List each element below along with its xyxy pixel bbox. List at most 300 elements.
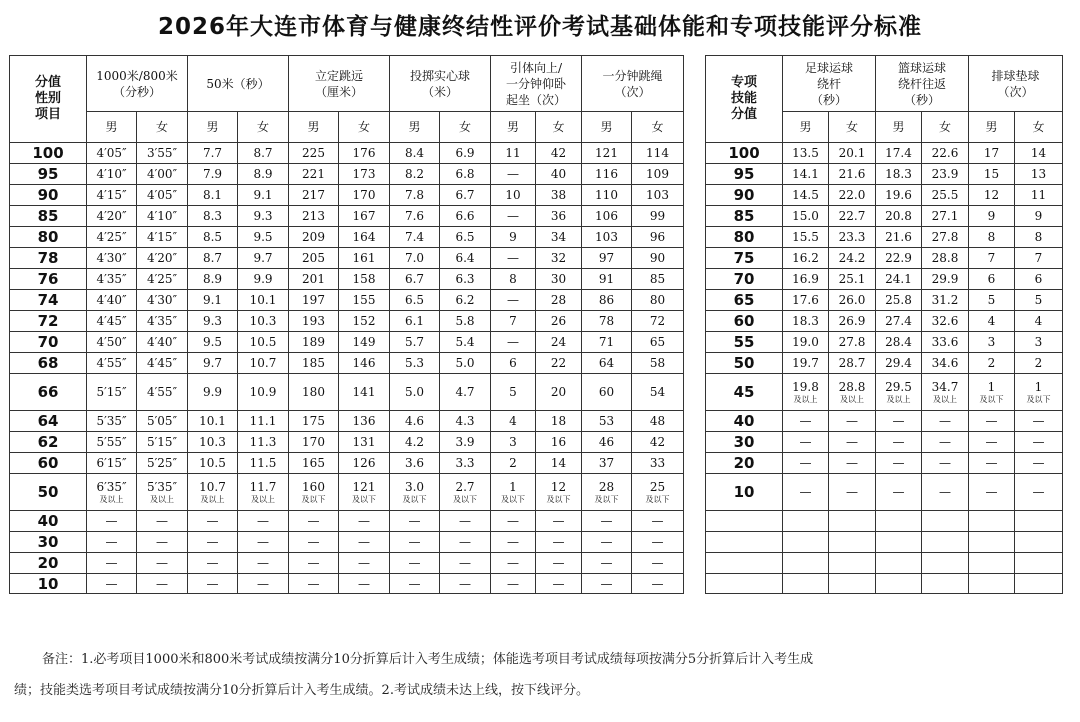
value-cell: 9.9	[238, 269, 289, 290]
threshold-note: 及以上	[840, 394, 864, 404]
value-cell: —	[137, 532, 188, 553]
value-text: 28	[598, 479, 615, 494]
value-cell: 3	[1015, 332, 1063, 353]
value-cell: 22.0	[829, 185, 876, 206]
value-cell: —	[390, 532, 440, 553]
skill-score-table	[705, 55, 1063, 594]
item-header: 篮球运球 绕杆往返 （秒）	[876, 56, 969, 112]
value-cell: 22.7	[829, 206, 876, 227]
value-text: 25	[649, 479, 666, 494]
value-cell: 30	[536, 269, 582, 290]
table-row	[10, 332, 684, 353]
value-cell: 5	[969, 290, 1015, 311]
value-cell: 225	[289, 143, 339, 164]
value-cell: 6	[969, 269, 1015, 290]
value-cell: 91	[582, 269, 632, 290]
score-cell	[706, 553, 783, 574]
table-gap	[685, 55, 705, 634]
male-header: 男	[390, 112, 440, 143]
value-cell: 21.6	[829, 164, 876, 185]
value-cell: —	[829, 453, 876, 474]
table-row	[10, 511, 684, 532]
value-cell: 65	[632, 332, 684, 353]
value-cell: 10.5	[188, 453, 238, 474]
score-cell: 50	[10, 474, 87, 511]
female-header: 女	[339, 112, 390, 143]
value-cell: —	[876, 474, 922, 511]
value-cell: 9.7	[188, 353, 238, 374]
value-cell: 27.4	[876, 311, 922, 332]
value-cell: 8.9	[238, 164, 289, 185]
value-cell: 10.3	[188, 432, 238, 453]
value-cell: —	[922, 432, 969, 453]
value-cell: 34.6	[922, 353, 969, 374]
value-cell: 16.9	[783, 269, 829, 290]
table-row	[706, 511, 1063, 532]
value-cell: —	[1015, 432, 1063, 453]
value-cell: 4′25″	[137, 269, 188, 290]
value-cell: 165	[289, 453, 339, 474]
value-cell: 15.0	[783, 206, 829, 227]
corner-label: 分值	[730, 107, 757, 122]
value-text: 11.7	[249, 479, 277, 494]
value-cell: 2	[1015, 353, 1063, 374]
value-cell: 7.0	[390, 248, 440, 269]
value-cell: 5′05″	[137, 411, 188, 432]
score-cell: 78	[10, 248, 87, 269]
item-header: 投掷实心球 （米）	[390, 56, 491, 112]
value-cell: 201	[289, 269, 339, 290]
value-cell	[829, 532, 876, 553]
value-cell: 20.1	[829, 143, 876, 164]
value-cell: 4′45″	[87, 311, 137, 332]
value-cell: —	[188, 553, 238, 574]
value-cell: 17.4	[876, 143, 922, 164]
value-cell: —	[339, 574, 390, 594]
threshold-note: 及以上	[793, 394, 818, 404]
value-cell	[582, 474, 632, 511]
value-cell: 3.6	[390, 453, 440, 474]
female-header: 女	[829, 112, 876, 143]
value-cell: 18.3	[876, 164, 922, 185]
value-cell	[440, 474, 491, 511]
value-cell: 4′00″	[137, 164, 188, 185]
value-cell: —	[87, 511, 137, 532]
value-cell: 4	[1015, 311, 1063, 332]
value-cell: 3.9	[440, 432, 491, 453]
threshold-note: 及以上	[99, 494, 124, 504]
value-cell	[289, 474, 339, 511]
value-cell: —	[289, 553, 339, 574]
score-cell	[706, 574, 783, 594]
score-cell: 70	[706, 269, 783, 290]
value-cell: 205	[289, 248, 339, 269]
score-cell: 20	[10, 553, 87, 574]
value-cell	[969, 532, 1015, 553]
value-cell: —	[632, 532, 684, 553]
value-cell: —	[922, 453, 969, 474]
value-cell: 3.3	[440, 453, 491, 474]
value-cell: —	[491, 332, 536, 353]
value-cell: 4′50″	[87, 332, 137, 353]
value-cell: 4′20″	[137, 248, 188, 269]
value-cell: 58	[632, 353, 684, 374]
value-cell: 23.3	[829, 227, 876, 248]
value-cell: 22.9	[876, 248, 922, 269]
value-cell: 6.8	[440, 164, 491, 185]
male-header: 男	[876, 112, 922, 143]
corner-label: 技能	[730, 91, 757, 106]
value-cell: 22	[536, 353, 582, 374]
value-cell: 5.4	[440, 332, 491, 353]
value-cell: 8.9	[188, 269, 238, 290]
value-cell: —	[876, 432, 922, 453]
threshold-note: 及以上	[886, 394, 911, 404]
score-cell: 85	[706, 206, 783, 227]
value-cell: 26	[536, 311, 582, 332]
value-cell: 141	[339, 374, 390, 411]
value-cell: 42	[632, 432, 684, 453]
score-cell: 95	[706, 164, 783, 185]
value-cell: —	[632, 511, 684, 532]
value-cell: 53	[582, 411, 632, 432]
value-cell: 24.1	[876, 269, 922, 290]
table-row	[10, 353, 684, 374]
value-cell: 8	[491, 269, 536, 290]
value-cell: 6.4	[440, 248, 491, 269]
value-cell: 6	[491, 353, 536, 374]
table-row	[706, 453, 1063, 474]
value-cell: —	[536, 532, 582, 553]
value-cell: —	[969, 411, 1015, 432]
table-row	[706, 143, 1063, 164]
value-cell: 4′40″	[137, 332, 188, 353]
value-cell: 72	[632, 311, 684, 332]
value-cell: 20.8	[876, 206, 922, 227]
value-cell: 27.1	[922, 206, 969, 227]
value-cell: 13.5	[783, 143, 829, 164]
value-cell: —	[536, 553, 582, 574]
value-cell: —	[632, 553, 684, 574]
value-cell: 10.3	[238, 311, 289, 332]
value-cell: 20	[536, 374, 582, 411]
value-text: 12	[550, 479, 567, 494]
value-cell: 4′15″	[87, 185, 137, 206]
value-cell: —	[969, 453, 1015, 474]
table-row	[706, 411, 1063, 432]
value-cell: —	[491, 553, 536, 574]
value-text: 10.7	[199, 479, 226, 494]
value-text: 1	[509, 479, 517, 494]
value-cell: 9.5	[188, 332, 238, 353]
value-cell: —	[783, 453, 829, 474]
corner-cell	[10, 56, 87, 143]
value-cell	[876, 374, 922, 411]
value-cell: 6.6	[440, 206, 491, 227]
value-cell: —	[536, 574, 582, 594]
value-cell	[783, 511, 829, 532]
value-cell: 32.6	[922, 311, 969, 332]
female-header: 女	[137, 112, 188, 143]
value-cell: 3	[969, 332, 1015, 353]
value-cell: 6′15″	[87, 453, 137, 474]
value-cell: 7.4	[390, 227, 440, 248]
value-cell: 189	[289, 332, 339, 353]
value-cell: 7.6	[390, 206, 440, 227]
value-cell: 4′45″	[137, 353, 188, 374]
value-cell: 5.3	[390, 353, 440, 374]
value-cell: 170	[289, 432, 339, 453]
value-cell: 103	[632, 185, 684, 206]
value-cell: —	[238, 511, 289, 532]
value-cell: —	[238, 532, 289, 553]
value-cell: 34	[536, 227, 582, 248]
value-cell: 25.8	[876, 290, 922, 311]
value-cell: —	[582, 532, 632, 553]
male-header: 男	[289, 112, 339, 143]
value-cell	[922, 574, 969, 594]
value-cell: 18.3	[783, 311, 829, 332]
value-cell: 19.6	[876, 185, 922, 206]
value-text: 6′35″	[96, 479, 127, 494]
value-cell: 60	[582, 374, 632, 411]
corner-cell	[706, 56, 783, 143]
score-cell: 90	[10, 185, 87, 206]
value-cell: 4′05″	[87, 143, 137, 164]
value-cell: 9.9	[188, 374, 238, 411]
value-cell: —	[289, 532, 339, 553]
value-cell: 4.6	[390, 411, 440, 432]
value-cell: —	[339, 511, 390, 532]
corner-label: 性别	[34, 91, 61, 106]
male-header: 男	[188, 112, 238, 143]
score-cell: 55	[706, 332, 783, 353]
value-cell: 4	[969, 311, 1015, 332]
male-header: 男	[783, 112, 829, 143]
table-row	[10, 474, 684, 511]
score-cell: 80	[706, 227, 783, 248]
value-cell: —	[491, 164, 536, 185]
score-cell: 40	[10, 511, 87, 532]
value-cell: 7.8	[390, 185, 440, 206]
header-row	[706, 56, 1063, 112]
value-cell: 14	[1015, 143, 1063, 164]
value-cell: 4.7	[440, 374, 491, 411]
value-cell: 38	[536, 185, 582, 206]
score-cell: 90	[706, 185, 783, 206]
value-cell: 11	[1015, 185, 1063, 206]
value-cell: 10.5	[238, 332, 289, 353]
value-cell: 4′30″	[137, 290, 188, 311]
value-cell: 4′15″	[137, 227, 188, 248]
value-cell: 116	[582, 164, 632, 185]
value-cell: 6.3	[440, 269, 491, 290]
female-header: 女	[632, 112, 684, 143]
value-cell: 8.5	[188, 227, 238, 248]
value-cell: 25.1	[829, 269, 876, 290]
value-cell: —	[137, 574, 188, 594]
value-cell	[922, 532, 969, 553]
score-cell: 50	[706, 353, 783, 374]
value-cell	[188, 474, 238, 511]
value-cell	[922, 553, 969, 574]
value-cell: —	[829, 474, 876, 511]
value-cell: 4′30″	[87, 248, 137, 269]
score-cell: 64	[10, 411, 87, 432]
value-cell	[829, 374, 876, 411]
value-cell: 2	[491, 453, 536, 474]
value-cell: 9	[969, 206, 1015, 227]
score-cell: 75	[706, 248, 783, 269]
score-cell: 100	[10, 143, 87, 164]
value-cell: 8	[969, 227, 1015, 248]
value-text: 121	[352, 479, 376, 494]
value-cell: —	[491, 574, 536, 594]
value-cell: 27.8	[922, 227, 969, 248]
value-cell: 17.6	[783, 290, 829, 311]
value-cell: 4′10″	[137, 206, 188, 227]
table-row	[706, 332, 1063, 353]
value-cell: 26.9	[829, 311, 876, 332]
value-cell: 5′15″	[137, 432, 188, 453]
value-cell: 121	[582, 143, 632, 164]
value-cell: 4.3	[440, 411, 491, 432]
value-cell: 10	[491, 185, 536, 206]
value-cell: —	[339, 532, 390, 553]
value-cell: 16.2	[783, 248, 829, 269]
male-header: 男	[87, 112, 137, 143]
score-cell: 72	[10, 311, 87, 332]
table-row	[706, 311, 1063, 332]
value-cell: 9	[1015, 206, 1063, 227]
score-cell: 85	[10, 206, 87, 227]
value-cell	[536, 474, 582, 511]
value-cell: —	[87, 553, 137, 574]
table-row	[706, 474, 1063, 511]
score-cell: 60	[10, 453, 87, 474]
score-cell	[706, 532, 783, 553]
table-row	[10, 453, 684, 474]
value-cell: 8.7	[238, 143, 289, 164]
note-line-1: 备注：1.必考项目1000米和800米考试成绩按满分10分折算后计入考生成绩；体能选考项目考试成绩每项按满分5分折算后计入考生成	[42, 652, 814, 667]
value-cell: —	[440, 532, 491, 553]
value-cell: 33.6	[922, 332, 969, 353]
value-cell: 4	[491, 411, 536, 432]
value-cell: —	[783, 474, 829, 511]
value-cell: —	[188, 532, 238, 553]
value-cell: 14.1	[783, 164, 829, 185]
value-cell: —	[922, 411, 969, 432]
table-row	[706, 269, 1063, 290]
value-cell: 5	[491, 374, 536, 411]
value-cell: 4′40″	[87, 290, 137, 311]
value-cell: 54	[632, 374, 684, 411]
item-header: 一分钟跳绳 （次）	[582, 56, 684, 112]
value-cell: 213	[289, 206, 339, 227]
value-cell: 48	[632, 411, 684, 432]
threshold-note: 及以上	[150, 494, 174, 504]
value-cell: —	[632, 574, 684, 594]
note-line-2: 绩；技能类选考项目考试成绩按满分10分折算后计入考生成绩。2.考试成绩未达上线，按下线评分。	[14, 683, 589, 698]
threshold-note: 及以下	[645, 494, 670, 504]
value-cell: 10.1	[188, 411, 238, 432]
value-cell: 4′05″	[137, 185, 188, 206]
score-cell: 60	[706, 311, 783, 332]
item-header: 立定跳远 （厘米）	[289, 56, 390, 112]
value-cell: 4′25″	[87, 227, 137, 248]
value-cell: 8.1	[188, 185, 238, 206]
item-header: 1000米/800米 （分秒）	[87, 56, 188, 112]
male-header: 男	[969, 112, 1015, 143]
value-cell: —	[137, 511, 188, 532]
value-cell: 19.7	[783, 353, 829, 374]
threshold-note: 及以下	[979, 394, 1004, 404]
male-header: 男	[491, 112, 536, 143]
value-text: 2.7	[455, 479, 475, 494]
value-cell: —	[440, 511, 491, 532]
threshold-note: 及以下	[301, 494, 326, 504]
value-cell: —	[289, 574, 339, 594]
value-cell: 7	[1015, 248, 1063, 269]
value-cell: 4.2	[390, 432, 440, 453]
value-cell: 42	[536, 143, 582, 164]
value-cell: 152	[339, 311, 390, 332]
score-cell: 74	[10, 290, 87, 311]
value-cell: 3	[491, 432, 536, 453]
male-header: 男	[582, 112, 632, 143]
value-cell: 4′55″	[137, 374, 188, 411]
value-cell	[876, 532, 922, 553]
score-cell: 65	[706, 290, 783, 311]
value-cell: 28.7	[829, 353, 876, 374]
threshold-note: 及以下	[402, 494, 427, 504]
item-header: 足球运球 绕杆 （秒）	[783, 56, 876, 112]
value-cell: 7.9	[188, 164, 238, 185]
score-cell: 76	[10, 269, 87, 290]
value-cell: 221	[289, 164, 339, 185]
value-cell: 24.2	[829, 248, 876, 269]
table-row	[706, 353, 1063, 374]
value-cell: 64	[582, 353, 632, 374]
value-cell: 6.9	[440, 143, 491, 164]
value-cell: 9.7	[238, 248, 289, 269]
value-cell: 176	[339, 143, 390, 164]
score-cell: 20	[706, 453, 783, 474]
score-cell: 45	[706, 374, 783, 411]
value-cell: 9.3	[188, 311, 238, 332]
value-cell: 13	[1015, 164, 1063, 185]
value-cell: 126	[339, 453, 390, 474]
value-text: 1	[1034, 379, 1043, 394]
value-cell	[969, 374, 1015, 411]
value-cell: —	[188, 511, 238, 532]
value-cell: 18	[536, 411, 582, 432]
value-cell	[922, 374, 969, 411]
value-cell: 5′25″	[137, 453, 188, 474]
female-header: 女	[922, 112, 969, 143]
value-cell: —	[829, 411, 876, 432]
value-cell: 14.5	[783, 185, 829, 206]
score-cell: 70	[10, 332, 87, 353]
value-text: 5′35″	[146, 479, 178, 494]
value-cell: 11.5	[238, 453, 289, 474]
value-cell: —	[969, 474, 1015, 511]
fitness-score-table	[9, 55, 684, 594]
value-cell	[1015, 532, 1063, 553]
table-row	[706, 432, 1063, 453]
table-row	[10, 532, 684, 553]
table-row	[10, 248, 684, 269]
